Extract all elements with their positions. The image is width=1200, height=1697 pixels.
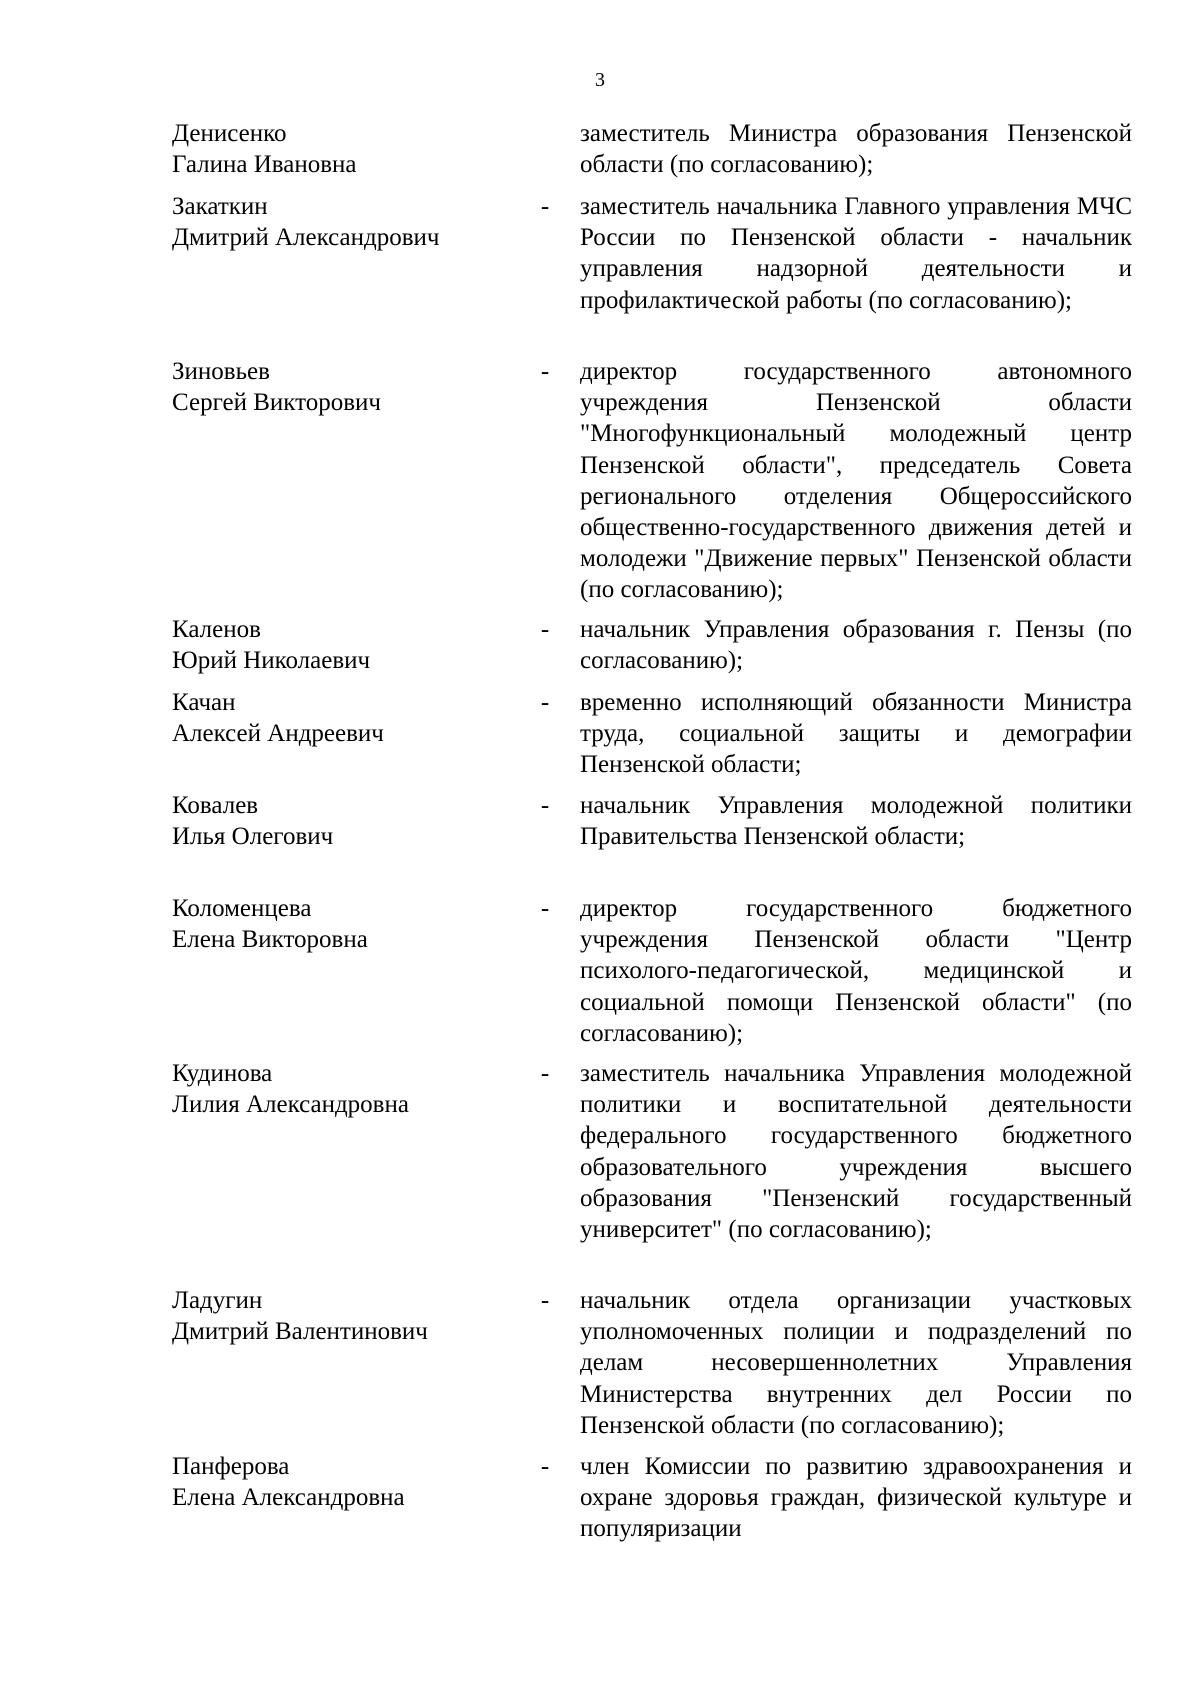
member-name xyxy=(172,614,532,676)
member-surname: Ковалев xyxy=(172,792,259,819)
member-position: заместитель начальника Управления молодежной политики и воспитательной деятельности федерального государственного бюджетного образовательного учреждения высшего образования "Пензенский государственный университет" (по согласованию); xyxy=(580,1060,1132,1244)
entry-dash: - xyxy=(540,1060,550,1087)
member-position: директор государственного автономного учреждения Пензенской области "Многофункциональный молодежный центр Пензенской области", председатель Совета регионального отделения Общероссийского общественно-государственного движения детей и молодежи "Движение первых" Пензенской области (по согласованию); xyxy=(580,358,1132,604)
member-given-names: Лилия Александровна xyxy=(172,1091,409,1119)
member-position: временно исполняющий обязанности Министра труда, социальной защиты и демографии Пензенской области; xyxy=(580,689,1132,779)
entry-dash: - xyxy=(540,895,550,922)
member-surname: Каленов xyxy=(172,616,261,643)
member-surname: Качан xyxy=(172,689,236,716)
entry-dash: - xyxy=(540,1453,550,1480)
member-given-names: Сергей Викторович xyxy=(172,389,381,417)
member-given-names: Елена Викторовна xyxy=(172,926,368,954)
member-position: заместитель Министра образования Пензенской области (по согласованию); xyxy=(580,120,1132,179)
member-position: заместитель начальника Главного управления МЧС России по Пензенской области - начальник управления надзорной деятельности и профилактической работы (по согласованию); xyxy=(580,193,1132,314)
member-given-names: Галина Ивановна xyxy=(172,151,357,179)
member-name xyxy=(172,790,532,852)
member-position: член Комиссии по развитию здравоохранения и охране здоровья граждан, физической культуре и популяризации xyxy=(580,1453,1132,1543)
entry-dash: - xyxy=(540,358,550,385)
member-given-names: Илья Олегович xyxy=(172,823,334,851)
member-name xyxy=(172,893,532,955)
entry-dash: - xyxy=(540,1287,550,1314)
member-surname: Кудинова xyxy=(172,1060,273,1087)
member-surname: Денисенко xyxy=(172,120,287,147)
member-surname: Ладугин xyxy=(172,1287,263,1314)
entry-dash: - xyxy=(540,616,550,643)
member-surname: Панферова xyxy=(172,1453,290,1480)
member-given-names: Алексей Андреевич xyxy=(172,720,384,748)
member-position: начальник Управления молодежной политики Правительства Пензенской области; xyxy=(580,792,1132,851)
entry-dash: - xyxy=(540,689,550,716)
entry-dash: - xyxy=(540,792,550,819)
member-name xyxy=(172,1058,532,1120)
member-surname: Закаткин xyxy=(172,193,268,220)
member-name xyxy=(172,687,532,749)
member-position: начальник Управления образования г. Пензы (по согласованию); xyxy=(580,616,1132,675)
member-name xyxy=(172,118,532,180)
member-given-names: Дмитрий Валентинович xyxy=(172,1318,428,1346)
member-name xyxy=(172,1285,532,1347)
member-name xyxy=(172,1451,532,1513)
member-given-names: Юрий Николаевич xyxy=(172,647,371,675)
member-position: начальник отдела организации участковых уполномоченных полиции и подразделений по делам несовершеннолетних Управления Министерства внутренних дел России по Пензенской области (по согласованию); xyxy=(580,1287,1132,1439)
member-position: директор государственного бюджетного учреждения Пензенской области "Центр психолого-педагогической, медицинской и социальной помощи Пензенской области" (по согласованию); xyxy=(580,895,1132,1047)
member-name xyxy=(172,191,532,253)
member-given-names: Елена Александровна xyxy=(172,1484,405,1512)
entry-dash: - xyxy=(540,193,550,220)
page-number: 3 xyxy=(595,69,605,91)
member-name xyxy=(172,356,532,418)
member-surname: Зиновьев xyxy=(172,358,270,385)
member-surname: Коломенцева xyxy=(172,895,312,922)
member-given-names: Дмитрий Александрович xyxy=(172,224,440,252)
